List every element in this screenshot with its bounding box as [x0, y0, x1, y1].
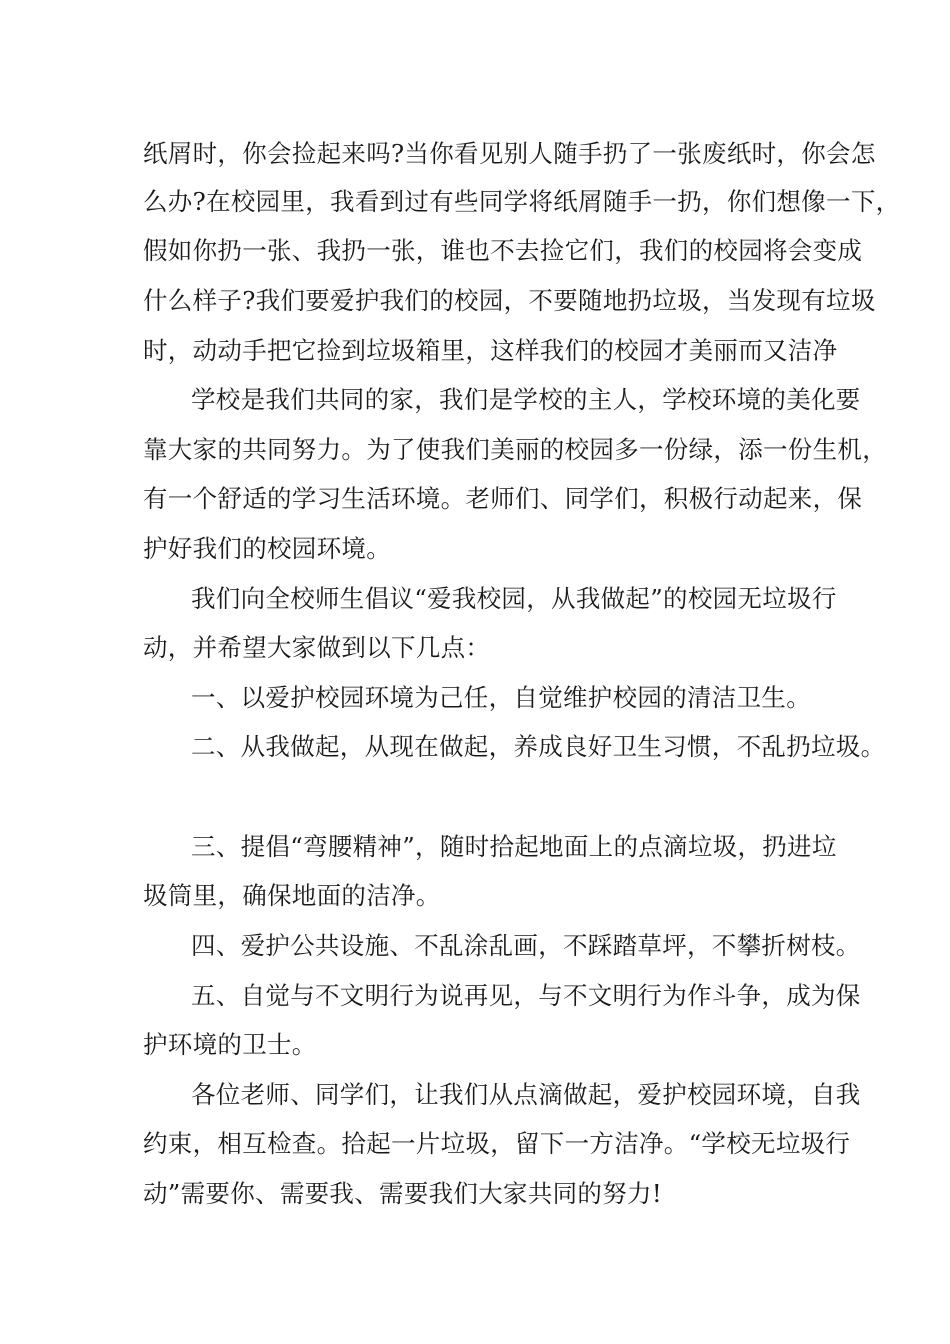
text-line: 护环境的卫士。	[143, 1030, 317, 1059]
text-line: 约束，相互检查。拾起一片垃圾，留下一方洁净。“学校无垃圾行	[143, 1129, 851, 1158]
text-line: 有一个舒适的学习生活环境。老师们、同学们，积极行动起来，保	[143, 484, 863, 513]
text-line: 靠大家的共同努力。为了使我们美丽的校园多一份绿，添一份生机，	[143, 435, 887, 464]
text-line: 动”需要你、需要我、需要我们大家共同的努力!	[143, 1179, 662, 1208]
list-item-5: 五、自觉与不文明行为说再见，与不文明行为作斗争，成为保	[191, 981, 861, 1010]
list-item-2: 二、从我做起，从现在做起，养成良好卫生习惯，不乱扔垃圾。	[191, 732, 886, 761]
text-line: 时，动动手把它捡到垃圾箱里，这样我们的校园才美丽而又洁净	[143, 336, 838, 365]
text-line: 护好我们的校园环境。	[143, 534, 391, 563]
text-line: 么办?在校园里，我看到过有些同学将纸屑随手一扔，你们想像一下，	[143, 187, 901, 216]
text-line: 圾筒里，确保地面的洁净。	[143, 881, 441, 910]
list-item-1: 一、以爱护校园环境为己任，自觉维护校园的清洁卫生。	[191, 683, 811, 712]
paragraph-first-line: 学校是我们共同的家，我们是学校的主人，学校环境的美化要	[191, 385, 861, 414]
list-item-4: 四、爱护公共设施、不乱涂乱画，不踩踏草坪，不攀折树枝。	[191, 931, 861, 960]
list-item-3: 三、提倡“弯腰精神”，随时拾起地面上的点滴垃圾，扔进垃	[191, 832, 837, 861]
paragraph-first-line: 各位老师、同学们，让我们从点滴做起，爱护校园环境，自我	[191, 1080, 861, 1109]
text-line: 什么样子?我们要爱护我们的校园，不要随地扔垃圾，当发现有垃圾	[143, 286, 876, 315]
text-line: 假如你扔一张、我扔一张，谁也不去捡它们，我们的校园将会变成	[143, 236, 863, 265]
paragraph-first-line: 我们向全校师生倡议“爱我校园，从我做起”的校园无垃圾行	[191, 584, 837, 613]
text-line: 纸屑时，你会捡起来吗?当你看见别人随手扔了一张废纸时，你会怎	[143, 139, 876, 168]
text-line: 动，并希望大家做到以下几点：	[143, 633, 491, 662]
